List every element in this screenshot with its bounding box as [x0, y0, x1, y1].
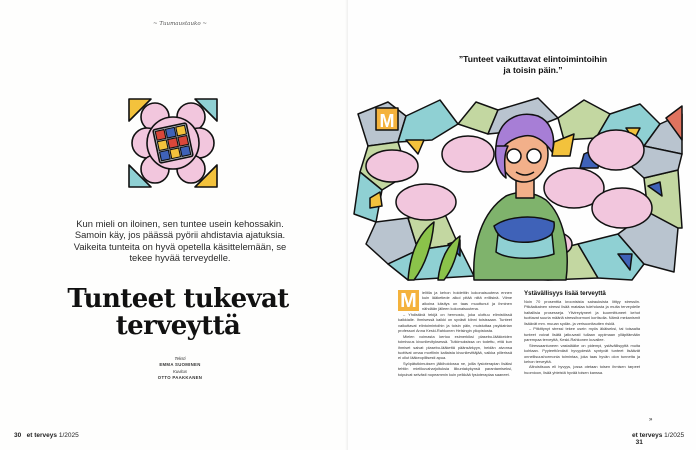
- folio-right: [632, 432, 696, 446]
- stained-glass-illustration: [348, 94, 684, 281]
- pull-quote: ”Tunteet vaikuttavat elintoimintoihin ja toisin päin.”: [458, 54, 608, 75]
- credit-text-name: EMMA SUOMINEN: [159, 362, 201, 368]
- page-number-left: 30: [14, 432, 22, 439]
- dropcap-letter: M: [379, 111, 395, 131]
- paragraph: Stressaantuneen vastalääke on pidempi, ystävällisyyttä muita kohtaan. Pyyteettömästi hyvyydestä syntyvät tunteet lisäävät onnellisuushormonia toimintaa, joka taas hyvän olon tunnetta ja kehon terveyttä.: [524, 342, 640, 364]
- page-number-right: 31: [635, 439, 643, 446]
- credit-illustration-name: OTTO PAAKKANEN: [157, 375, 203, 381]
- dropcap: M: [398, 290, 419, 311]
- magazine-brand-right: et terveys: [632, 432, 663, 439]
- issue-left: 1/2025: [58, 432, 79, 439]
- folio-left: [14, 432, 79, 439]
- magazine-brand-left: et terveys: [26, 432, 58, 439]
- stained-glass-cube-emblem: [125, 95, 221, 191]
- issue-right: 1/2025: [664, 432, 685, 439]
- paragraph: – Pitkittynyt stressi tekee usein myös äkäiseksi, tai toisaalta tunteet voivat lisätä jatkuvasti tullaan oppimaan ylläpitämään parempaa terveyttä, Keski-Rahkonen kuvailee.: [524, 326, 640, 343]
- paragraph: Mielen voimasta kertoo esimerkiksi plasebo-lääkkeiden toimivuus kivunlievityksessä. Tutkimuksissa on todettu, että kun ihmiset saivat plasebo-lääkettä päänsärkyyn, heidän aivonsa tuottivat omaa morfiinin kaltaista kivunlievittäjää, vaikka pillerissä ei ollut lääkeopillisesti apua.: [398, 333, 512, 361]
- body-column-1: [398, 290, 512, 377]
- intro-paragraph: Kun mieli on iloinen, sen tuntee usein kehossakin. Samoin käy, jos päässä pyörii ahdistavia ajatuksia. Vaikeita tunteita on hyvä opetella käsittelemään, se tekee hyvää terveydelle.: [73, 218, 287, 264]
- article-credits: [140, 356, 220, 382]
- paragraph: Noin 70 prosenttia kroonisista sairauksista liittyy stressiin. Pitkäaikainen stressi lisää matalaa tulehdusta ja muita terveydelle haitallisia prosesseja. Ylivireytyneet ja kuormittuneet kehot tuottavat suuria määriä stressihormoni kortisolia. Nämä mekanismit lisäävät mm. muuan sydän- ja verisuonitautien riskiä.: [524, 299, 640, 326]
- paragraph: Syöpätutkimuksen jälkihoidossa ne, joilla fysioterapian lisäksi tehtiin mielikuvaharjoituksia liikuntakykynsä parantamiseksi, toipuivat selvästi nopeammin kuin pelkkää fysioterapiaa saaneet.: [398, 360, 512, 377]
- credit-text-role: Teksti: [174, 356, 186, 361]
- continue-mark: »: [649, 417, 653, 423]
- credit-illustration-role: Kuvitus: [172, 368, 188, 374]
- body-column-2: [524, 290, 640, 375]
- article-title: Tunteet tukevat terveyttä: [67, 284, 289, 341]
- subheading: Ystävällisyys lisää terveyttä: [524, 290, 606, 297]
- section-label: ~ Tuumaustauko ~: [152, 21, 207, 27]
- paragraph: – Yhdistävä tekijä on hermosto, joka ulottuu elimistössä kaikkialle. Ihmisessä kaikki on syvästi kiinni toisissaan. Tunteet vaikuttavat elintoimintoihin ja toisin päin, muistuttaa psykiatrian professori Anna Keski-Rahkonen Helsingin yliopistosta.: [398, 311, 512, 334]
- paragraph: Altruistisuus eli hyvyys, jossa otetaan toisen ihmisen tarpeet huomioon, lisää yhteistä hyvää toisen kanssa.: [524, 364, 640, 375]
- paragraph: ielitila ja kehon hoidettiin kokonaisuutena ennen kuin lääketiede alkoi pitää niitä erillisinä. Viime aikoina käsitys on taas muuttunut ja ihminen nähdään jälleen kokonaisuutena.: [422, 290, 512, 312]
